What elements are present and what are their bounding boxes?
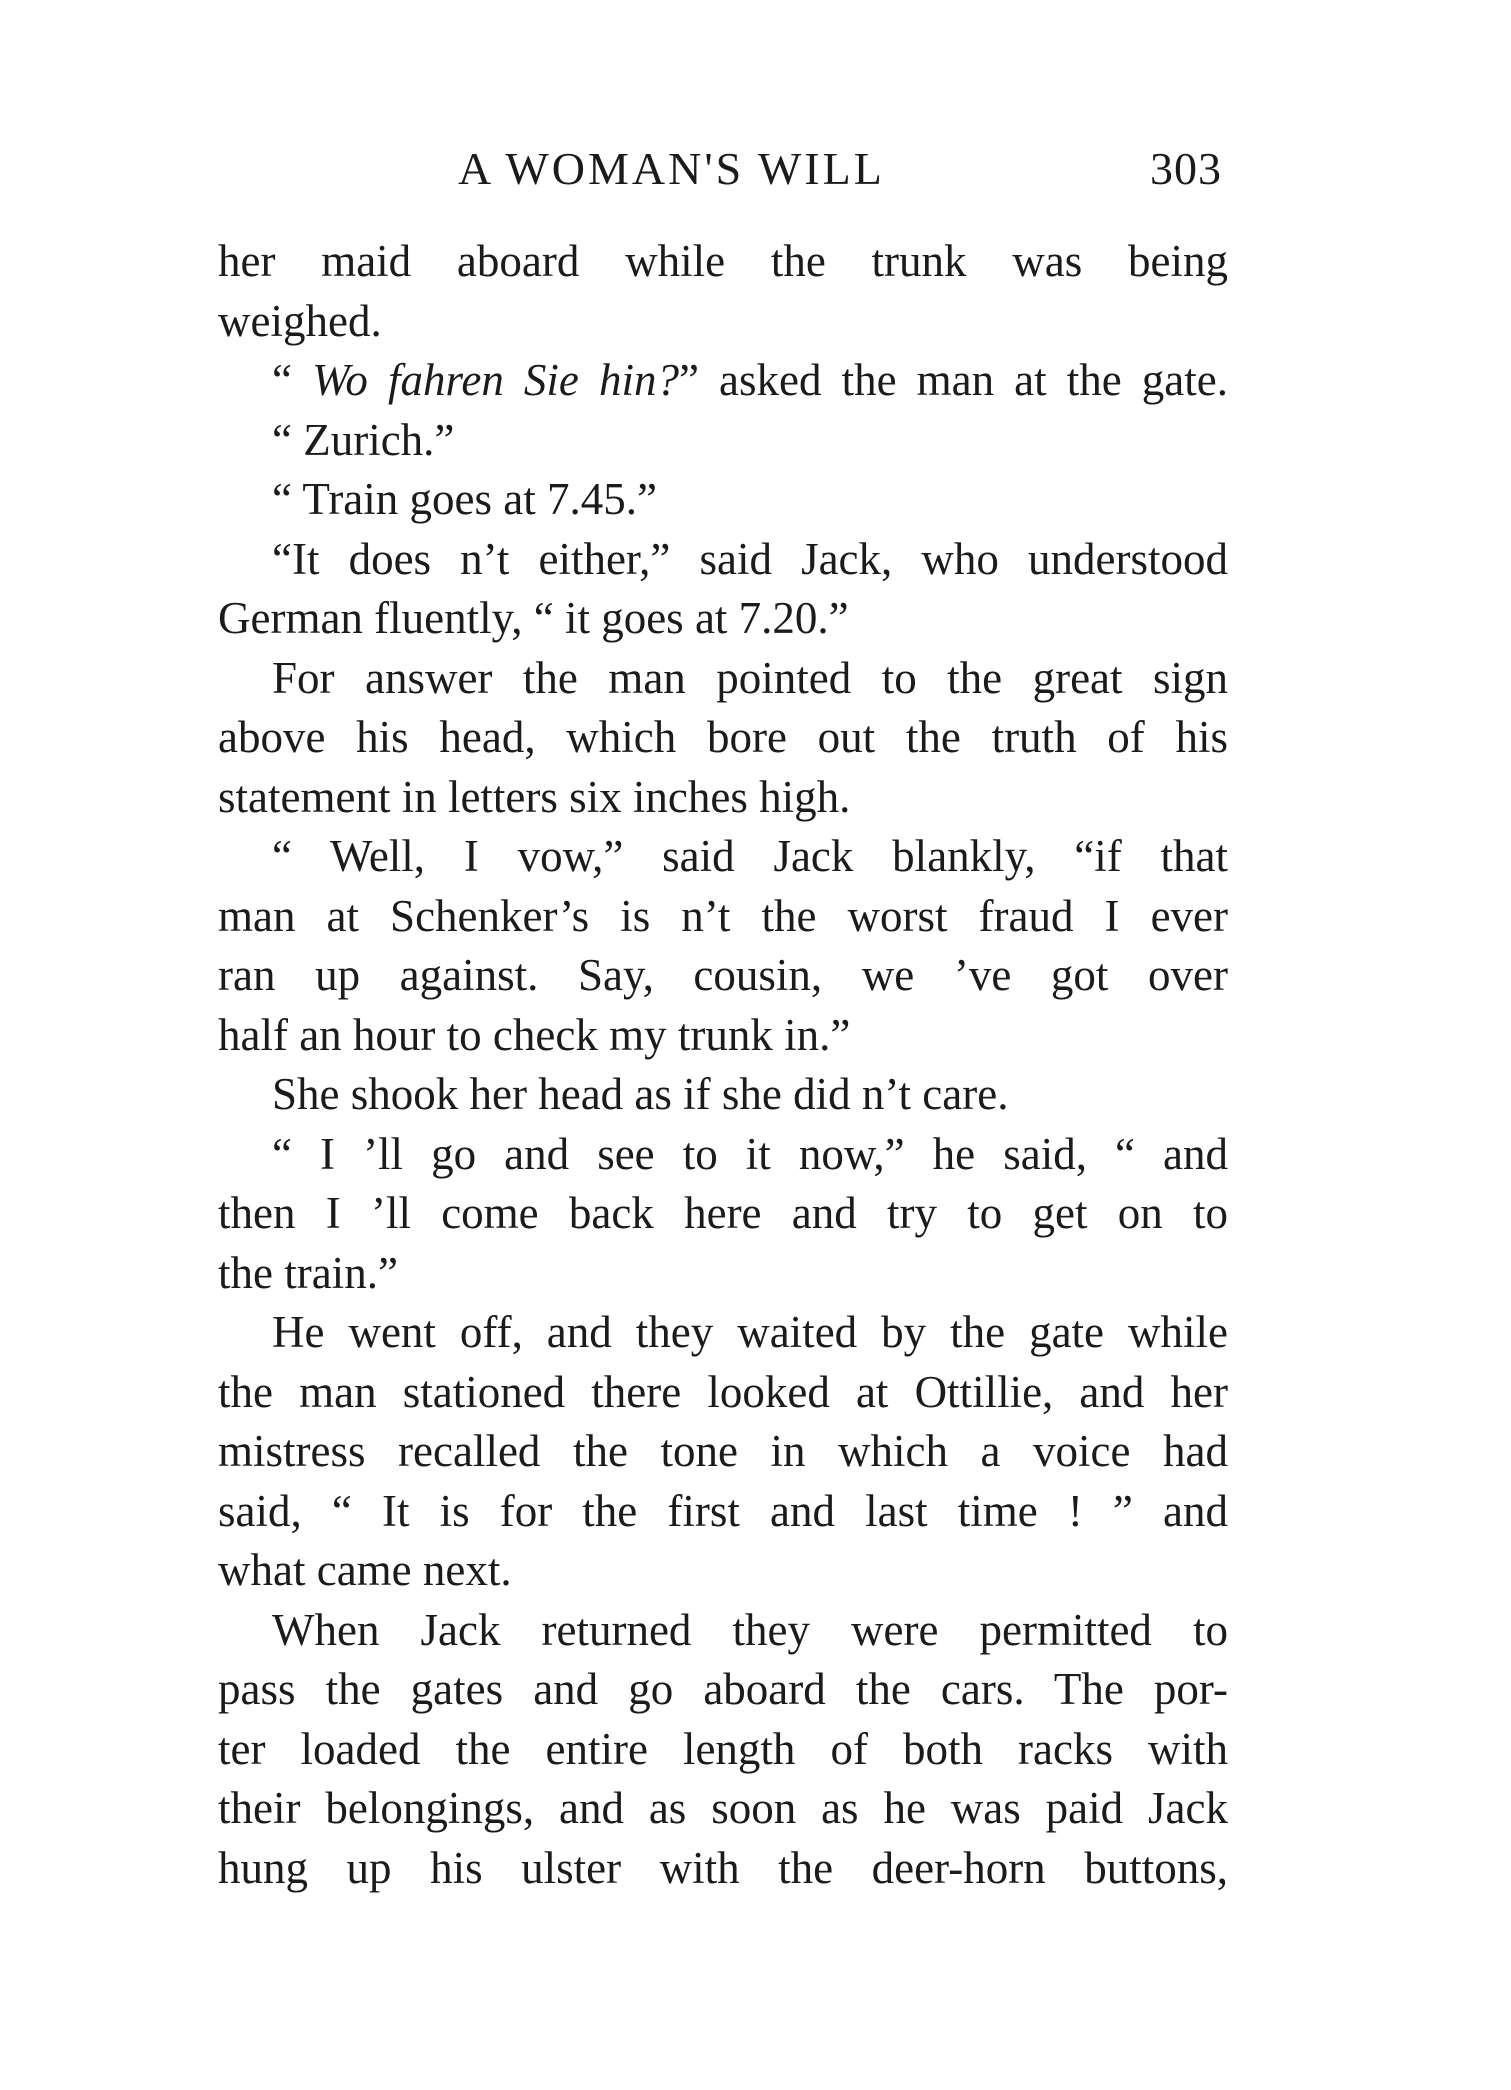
text-line: ran up against. Say, cousin, we ’ve got over: [218, 950, 1228, 1000]
italic-phrase: Wo fahren Sie hin?: [312, 355, 679, 405]
text-line: When Jack returned they were permitted to: [272, 1604, 1228, 1655]
text-line: half an hour to check my trunk in.”: [218, 1009, 851, 1060]
text-line: “ Train goes at 7.45.”: [272, 474, 657, 524]
text-line: the man stationed there looked at Ottillie, and her: [218, 1366, 1228, 1417]
page-header: [218, 142, 1232, 202]
text-line-prefix: “: [272, 355, 313, 405]
text-line: “ I ’ll go and see to it now,” he said, “ and: [272, 1128, 1228, 1179]
text-line: man at Schenker’s is n’t the worst fraud I ever: [218, 890, 1228, 941]
text-line: “It does n’t either,” said Jack, who understood: [272, 533, 1228, 584]
text-line: weighed.: [218, 295, 382, 346]
text-line: her maid aboard while the trunk was being: [218, 236, 1228, 286]
text-line: mistress recalled the tone in which a voice had: [218, 1426, 1228, 1476]
text-line-suffix: ” asked the man at the gate.: [678, 355, 1228, 405]
text-line: their belongings, and as soon as he was paid Jack: [218, 1783, 1228, 1833]
text-line: He went off, and they waited by the gate while: [272, 1307, 1228, 1357]
text-line: German fluently, “ it goes at 7.20.”: [218, 593, 849, 643]
text-line: ter loaded the entire length of both racks with: [218, 1723, 1228, 1774]
text-line: hung up his ulster with the deer-horn buttons,: [218, 1842, 1228, 1893]
text-line: then I ’ll come back here and try to get on to: [218, 1188, 1228, 1238]
text-line: the train.”: [218, 1247, 398, 1298]
text-line: “ Well, I vow,” said Jack blankly, “if that: [272, 831, 1228, 881]
page-number: 303: [1150, 143, 1222, 194]
text-line: said, “ It is for the first and last time ! ” and: [218, 1485, 1228, 1536]
text-line: what came next.: [218, 1545, 512, 1595]
text-line: For answer the man pointed to the great sign: [272, 652, 1228, 703]
text-line: [218, 351, 1228, 411]
text-line: “ Zurich.”: [272, 414, 455, 465]
body-text: [218, 232, 1228, 1898]
text-line: statement in letters six inches high.: [218, 771, 851, 822]
text-line: She shook her head as if she did n’t care.: [272, 1069, 1009, 1119]
text-line: above his head, which bore out the truth of his: [218, 712, 1228, 762]
text-line: pass the gates and go aboard the cars. The por-: [218, 1664, 1228, 1714]
running-title: A WOMAN'S WILL: [458, 143, 885, 194]
